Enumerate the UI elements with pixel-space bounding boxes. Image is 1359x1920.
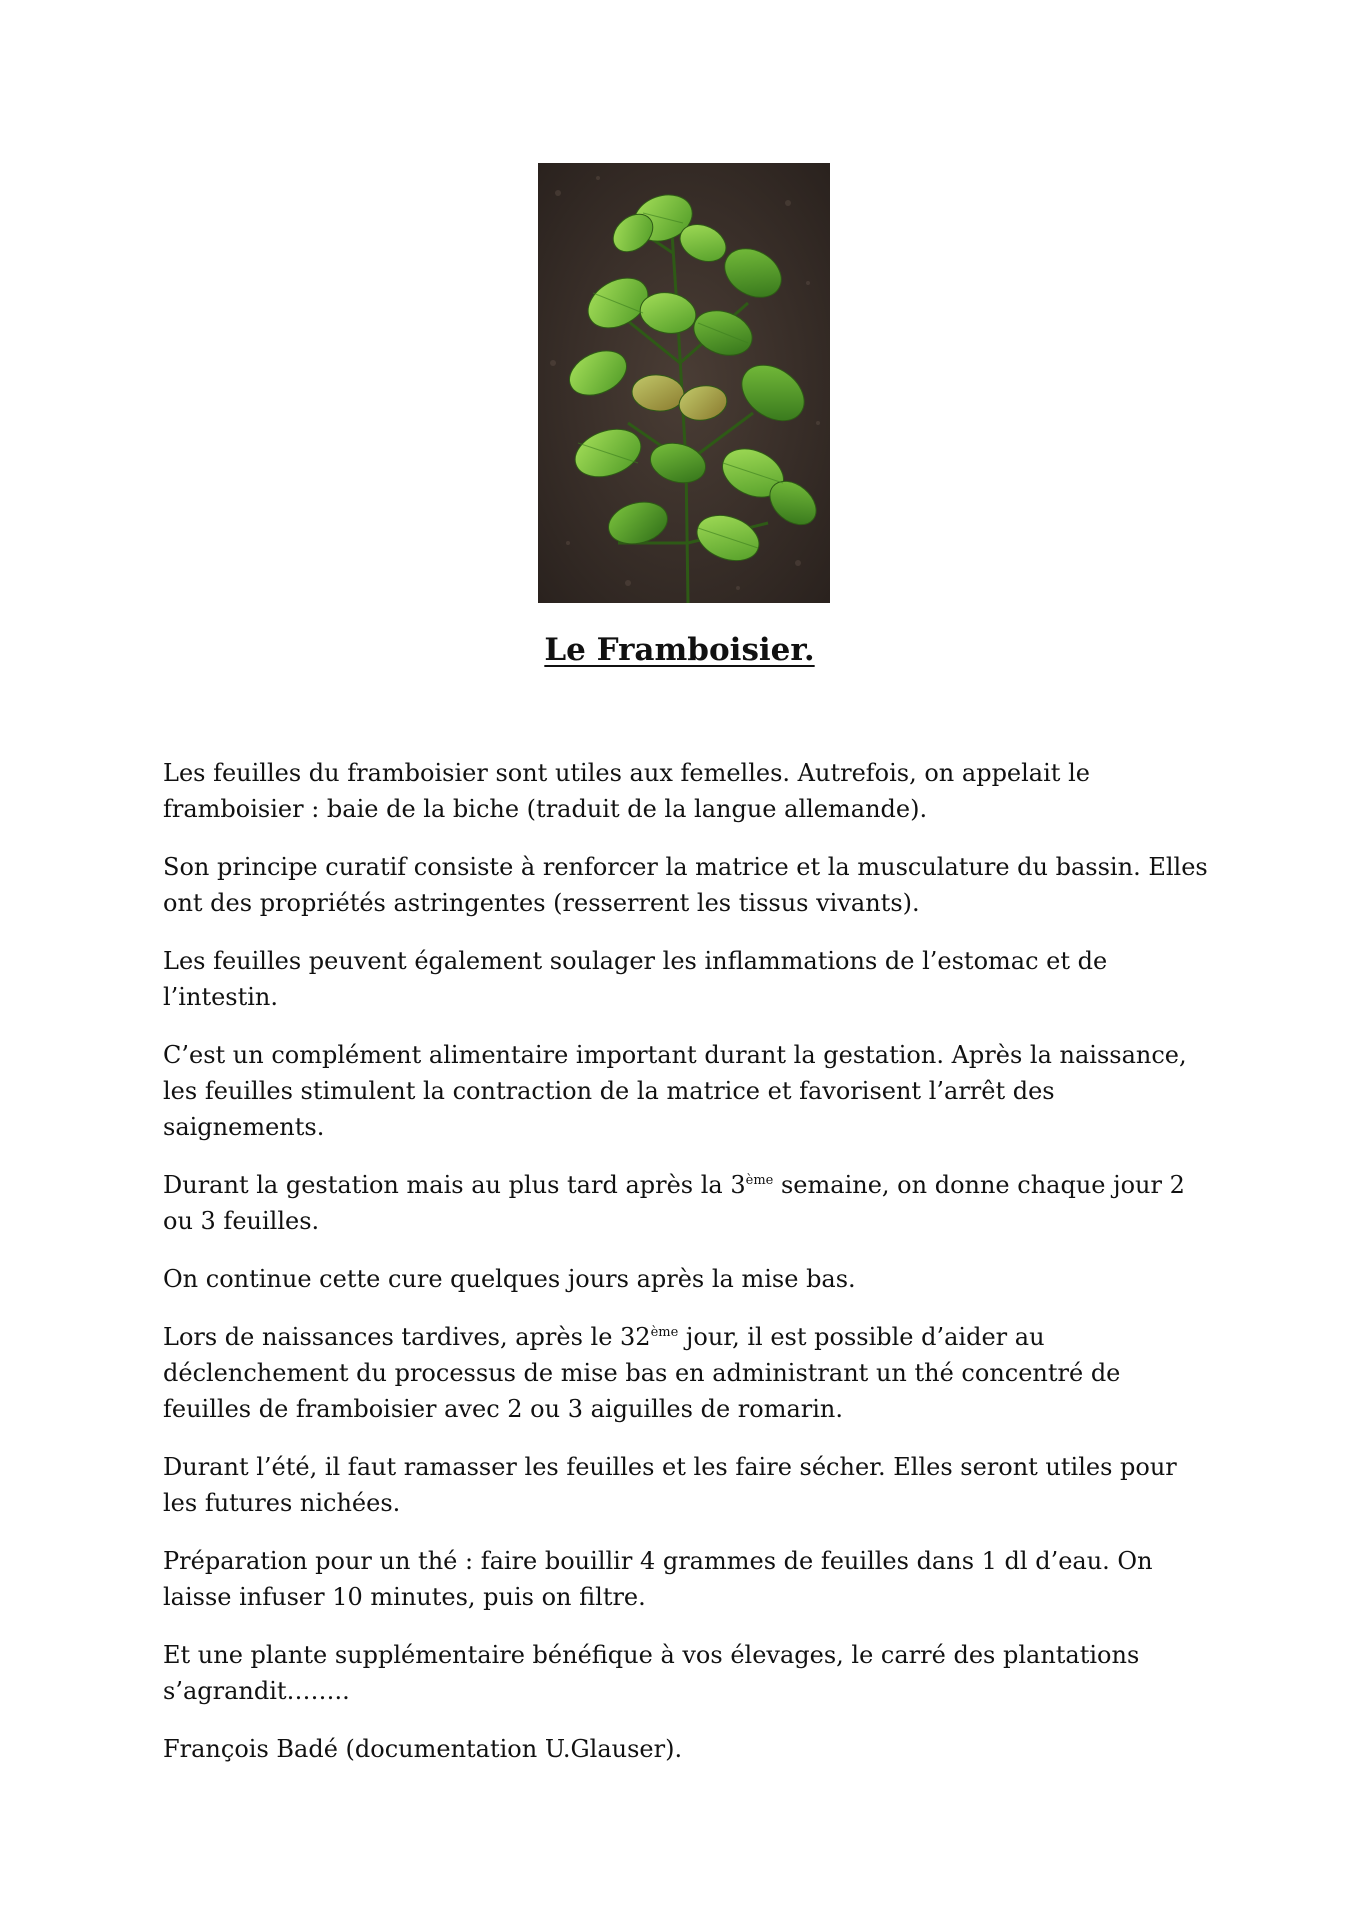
paragraph: Les feuilles du framboisier sont utiles aux femelles. Autrefois, on appelait le framboisier : baie de la biche (traduit de la langue allemande). xyxy=(163,759,1090,823)
paragraph: Son principe curatif consiste à renforcer la matrice et la musculature du bassin. Elles ont des propriétés astringentes (resserrent les tissus vivants). xyxy=(163,853,1208,917)
paragraph: Préparation pour un thé : faire bouillir 4 grammes de feuilles dans 1 dl d’eau. On laisse infuser 10 minutes, puis on filtre. xyxy=(163,1547,1153,1611)
paragraph-text: semaine, on donne chaque jour 2 ou 3 feuilles. xyxy=(163,1171,1185,1235)
raspberry-plant-photo xyxy=(538,163,830,603)
superscript: ème xyxy=(745,1173,774,1188)
paragraph: Durant l’été, il faut ramasser les feuilles et les faire sécher. Elles seront utiles pour les futures nichées. xyxy=(163,1453,1177,1517)
document-body xyxy=(163,755,1213,1789)
paragraph xyxy=(163,1319,1213,1427)
paragraph: C’est un complément alimentaire important durant la gestation. Après la naissance, les feuilles stimulent la contraction de la matrice et favorisent l’arrêt des saignements. xyxy=(163,1041,1187,1141)
paragraph: On continue cette cure quelques jours après la mise bas. xyxy=(163,1265,856,1293)
document-title: Le Framboisier. xyxy=(544,632,815,668)
paragraph-text: Durant la gestation mais au plus tard après la 3 xyxy=(163,1171,746,1199)
paragraph: Les feuilles peuvent également soulager les inflammations de l’estomac et de l’intestin. xyxy=(163,947,1108,1011)
paragraph-text: jour, il est possible d’aider au déclenchement du processus de mise bas en administrant un thé concentré de feuilles de framboisier avec 2 ou 3 aiguilles de romarin. xyxy=(163,1323,1121,1423)
paragraph: Et une plante supplémentaire bénéfique à vos élevages, le carré des plantations s’agrandit…….. xyxy=(163,1641,1140,1705)
superscript: ème xyxy=(650,1325,679,1340)
raspberry-plant-illustration xyxy=(538,163,830,603)
paragraph-text: Lors de naissances tardives, après le 32 xyxy=(163,1323,651,1351)
signature-line: François Badé (documentation U.Glauser). xyxy=(163,1735,683,1763)
paragraph xyxy=(163,1167,1213,1239)
